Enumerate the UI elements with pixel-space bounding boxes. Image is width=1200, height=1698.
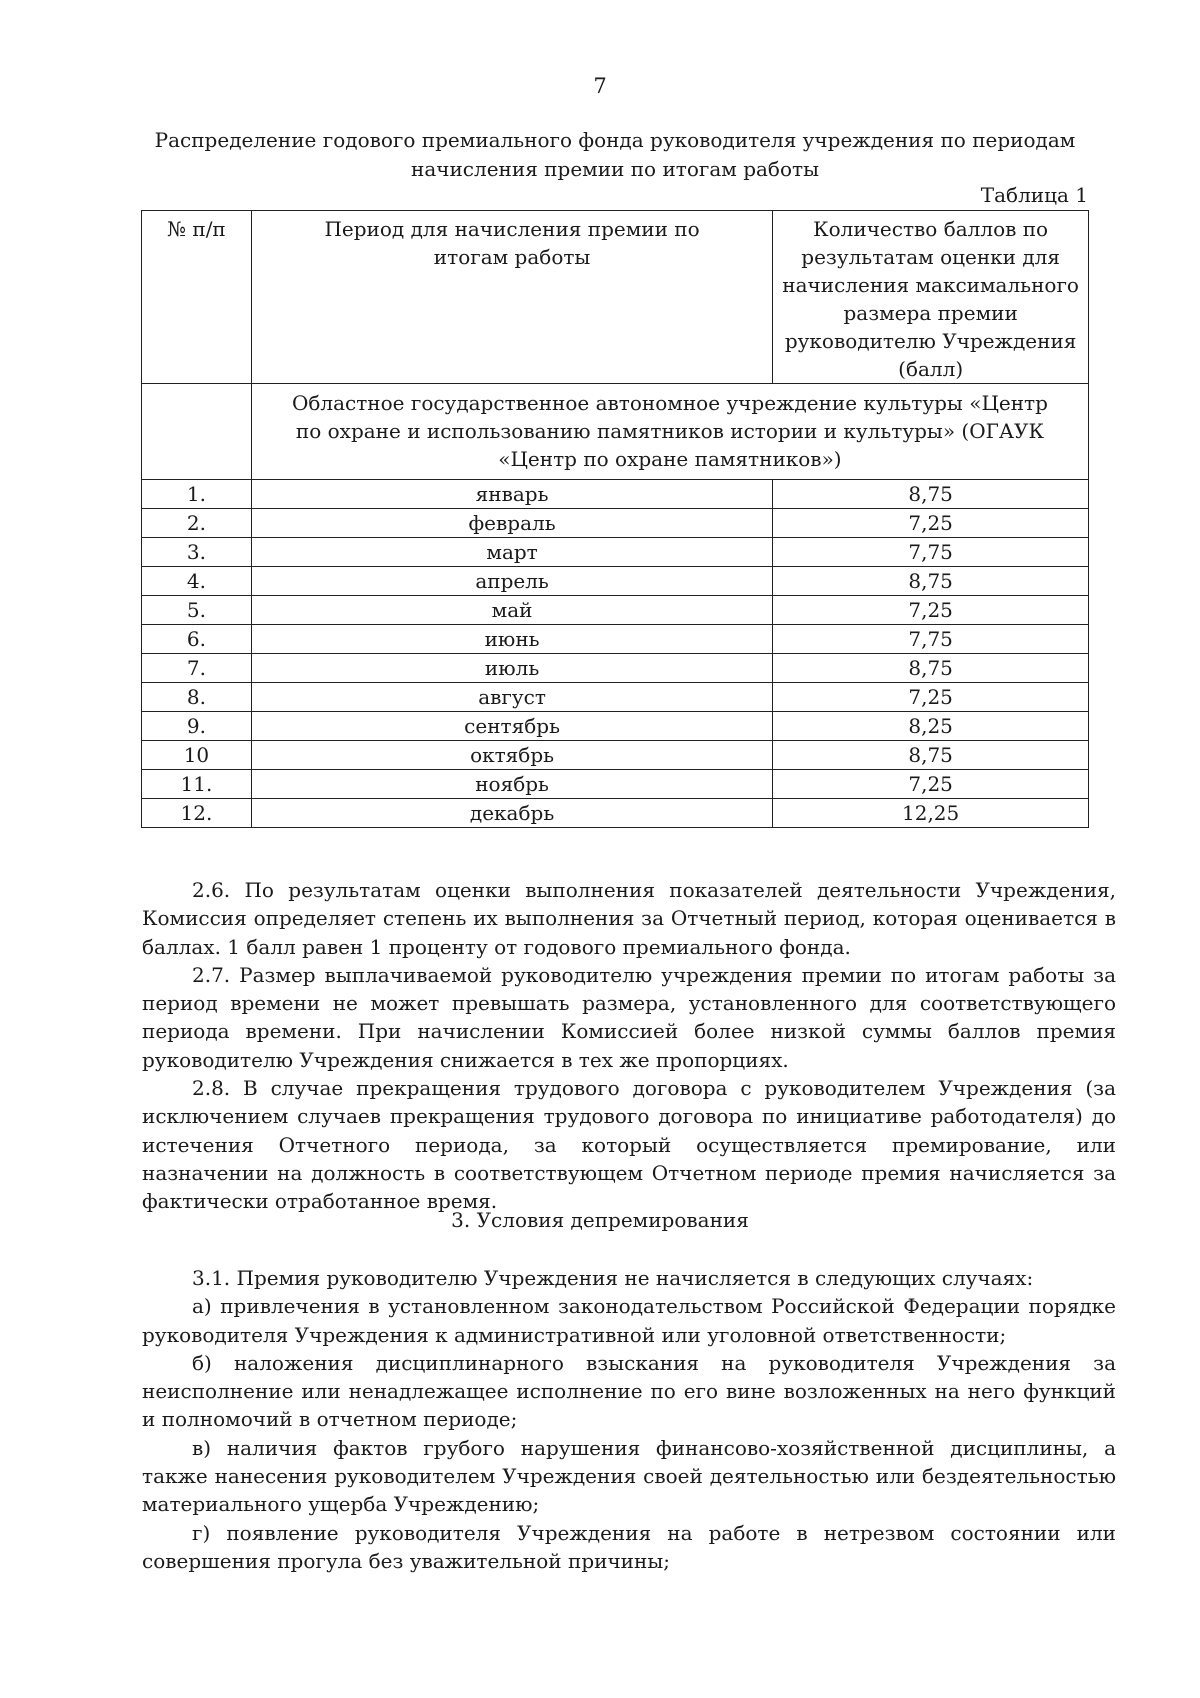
table-row — [142, 712, 1089, 741]
row-points: 12,25 — [773, 799, 1089, 828]
row-points: 7,25 — [773, 509, 1089, 538]
row-points: 7,75 — [773, 625, 1089, 654]
table-row — [142, 509, 1089, 538]
section-2-paragraphs — [142, 876, 1116, 1216]
row-num: 7. — [142, 654, 252, 683]
row-points: 7,25 — [773, 683, 1089, 712]
table-row — [142, 538, 1089, 567]
row-num: 1. — [142, 480, 252, 509]
org-row — [142, 384, 1089, 480]
page-number: 7 — [593, 74, 607, 98]
header-period: Период для начисления премии по итогам работы — [251, 211, 772, 384]
table-row — [142, 741, 1089, 770]
table-row — [142, 799, 1089, 828]
org-name: Областное государственное автономное учреждение культуры «Центр по охране и использованию памятников истории и культуры» (ОГАУК «Центр по охране памятников») — [251, 384, 1088, 480]
row-num: 10 — [142, 741, 252, 770]
row-points: 8,75 — [773, 741, 1089, 770]
paragraph: 3.1. Премия руководителю Учреждения не начисляется в следующих случаях: — [192, 1266, 1034, 1290]
row-num: 4. — [142, 567, 252, 596]
paragraph: г) появление руководителя Учреждения на работе в нетрезвом состоянии или совершения прогула без уважительной причины; — [142, 1520, 1116, 1573]
row-period: ноябрь — [251, 770, 772, 799]
row-num: 11. — [142, 770, 252, 799]
row-period: июль — [251, 654, 772, 683]
table-row — [142, 567, 1089, 596]
table-title: Распределение годового премиального фонда руководителя учреждения по периодам начисления премии по итогам работы — [154, 128, 1076, 181]
table-row — [142, 596, 1089, 625]
row-period: май — [251, 596, 772, 625]
row-points: 8,75 — [773, 567, 1089, 596]
row-num: 2. — [142, 509, 252, 538]
paragraph: а) привлечения в установленном законодательством Российской Федерации порядке руководителя Учреждения к административной или уголовной ответственности; — [142, 1294, 1116, 1347]
row-period: сентябрь — [251, 712, 772, 741]
row-num: 8. — [142, 683, 252, 712]
paragraph: 2.6. По результатам оценки выполнения показателей деятельности Учреждения, Комиссия определяет степень их выполнения за Отчетный период, которая оценивается в баллах. 1 балл равен 1 проценту от годового премиального фонда. — [142, 878, 1116, 959]
table-label: Таблица 1 — [980, 183, 1088, 207]
table-header-row — [142, 211, 1089, 384]
paragraph: 2.7. Размер выплачиваемой руководителю учреждения премии по итогам работы за период времени не может превышать размера, установленного для соответствующего периода времени. При начислении Комиссией более низкой суммы баллов премия руководителю Учреждения снижается в тех же пропорциях. — [142, 962, 1116, 1072]
row-period: март — [251, 538, 772, 567]
header-num: № п/п — [142, 211, 252, 384]
row-num: 9. — [142, 712, 252, 741]
row-num: 6. — [142, 625, 252, 654]
row-points: 8,25 — [773, 712, 1089, 741]
row-period: апрель — [251, 567, 772, 596]
table-row — [142, 683, 1089, 712]
row-num: 5. — [142, 596, 252, 625]
table-row — [142, 625, 1089, 654]
premium-distribution-table — [141, 210, 1089, 828]
row-points: 7,75 — [773, 538, 1089, 567]
table-row — [142, 654, 1089, 683]
row-num: 12. — [142, 799, 252, 828]
row-period: декабрь — [251, 799, 772, 828]
row-period: август — [251, 683, 772, 712]
paragraph: 2.8. В случае прекращения трудового договора с руководителем Учреждения (за исключением случаев прекращения трудового договора по инициативе работодателя) до истечения Отчетного периода, за который осуществляется премирование, или назначении на должность в соответствующем Отчетном периоде премия начисляется за фактически отработанное время. — [142, 1076, 1116, 1214]
row-points: 8,75 — [773, 480, 1089, 509]
section-heading: 3. Условия депремирования — [451, 1208, 749, 1232]
row-num: 3. — [142, 538, 252, 567]
paragraph: в) наличия фактов грубого нарушения финансово-хозяйственной дисциплины, а также нанесения руководителем Учреждения своей деятельностью или бездеятельностью материального ущерба Учреждению; — [142, 1435, 1116, 1517]
row-period: январь — [251, 480, 772, 509]
row-points: 7,25 — [773, 770, 1089, 799]
row-points: 7,25 — [773, 596, 1089, 625]
row-period: февраль — [251, 509, 772, 538]
section-3-paragraphs — [142, 1264, 1116, 1575]
row-points: 8,75 — [773, 654, 1089, 683]
table-row — [142, 480, 1089, 509]
org-row-num-cell — [142, 384, 252, 480]
row-period: октябрь — [251, 741, 772, 770]
row-period: июнь — [251, 625, 772, 654]
header-points: Количество баллов по результатам оценки для начисления максимального размера премии руководителю Учреждения (балл) — [773, 211, 1089, 384]
paragraph: б) наложения дисциплинарного взыскания на руководителя Учреждения за неисполнение или ненадлежащее исполнение по его вине возложенных на него функций и полномочий в отчетном периоде; — [142, 1350, 1116, 1432]
table-row — [142, 770, 1089, 799]
